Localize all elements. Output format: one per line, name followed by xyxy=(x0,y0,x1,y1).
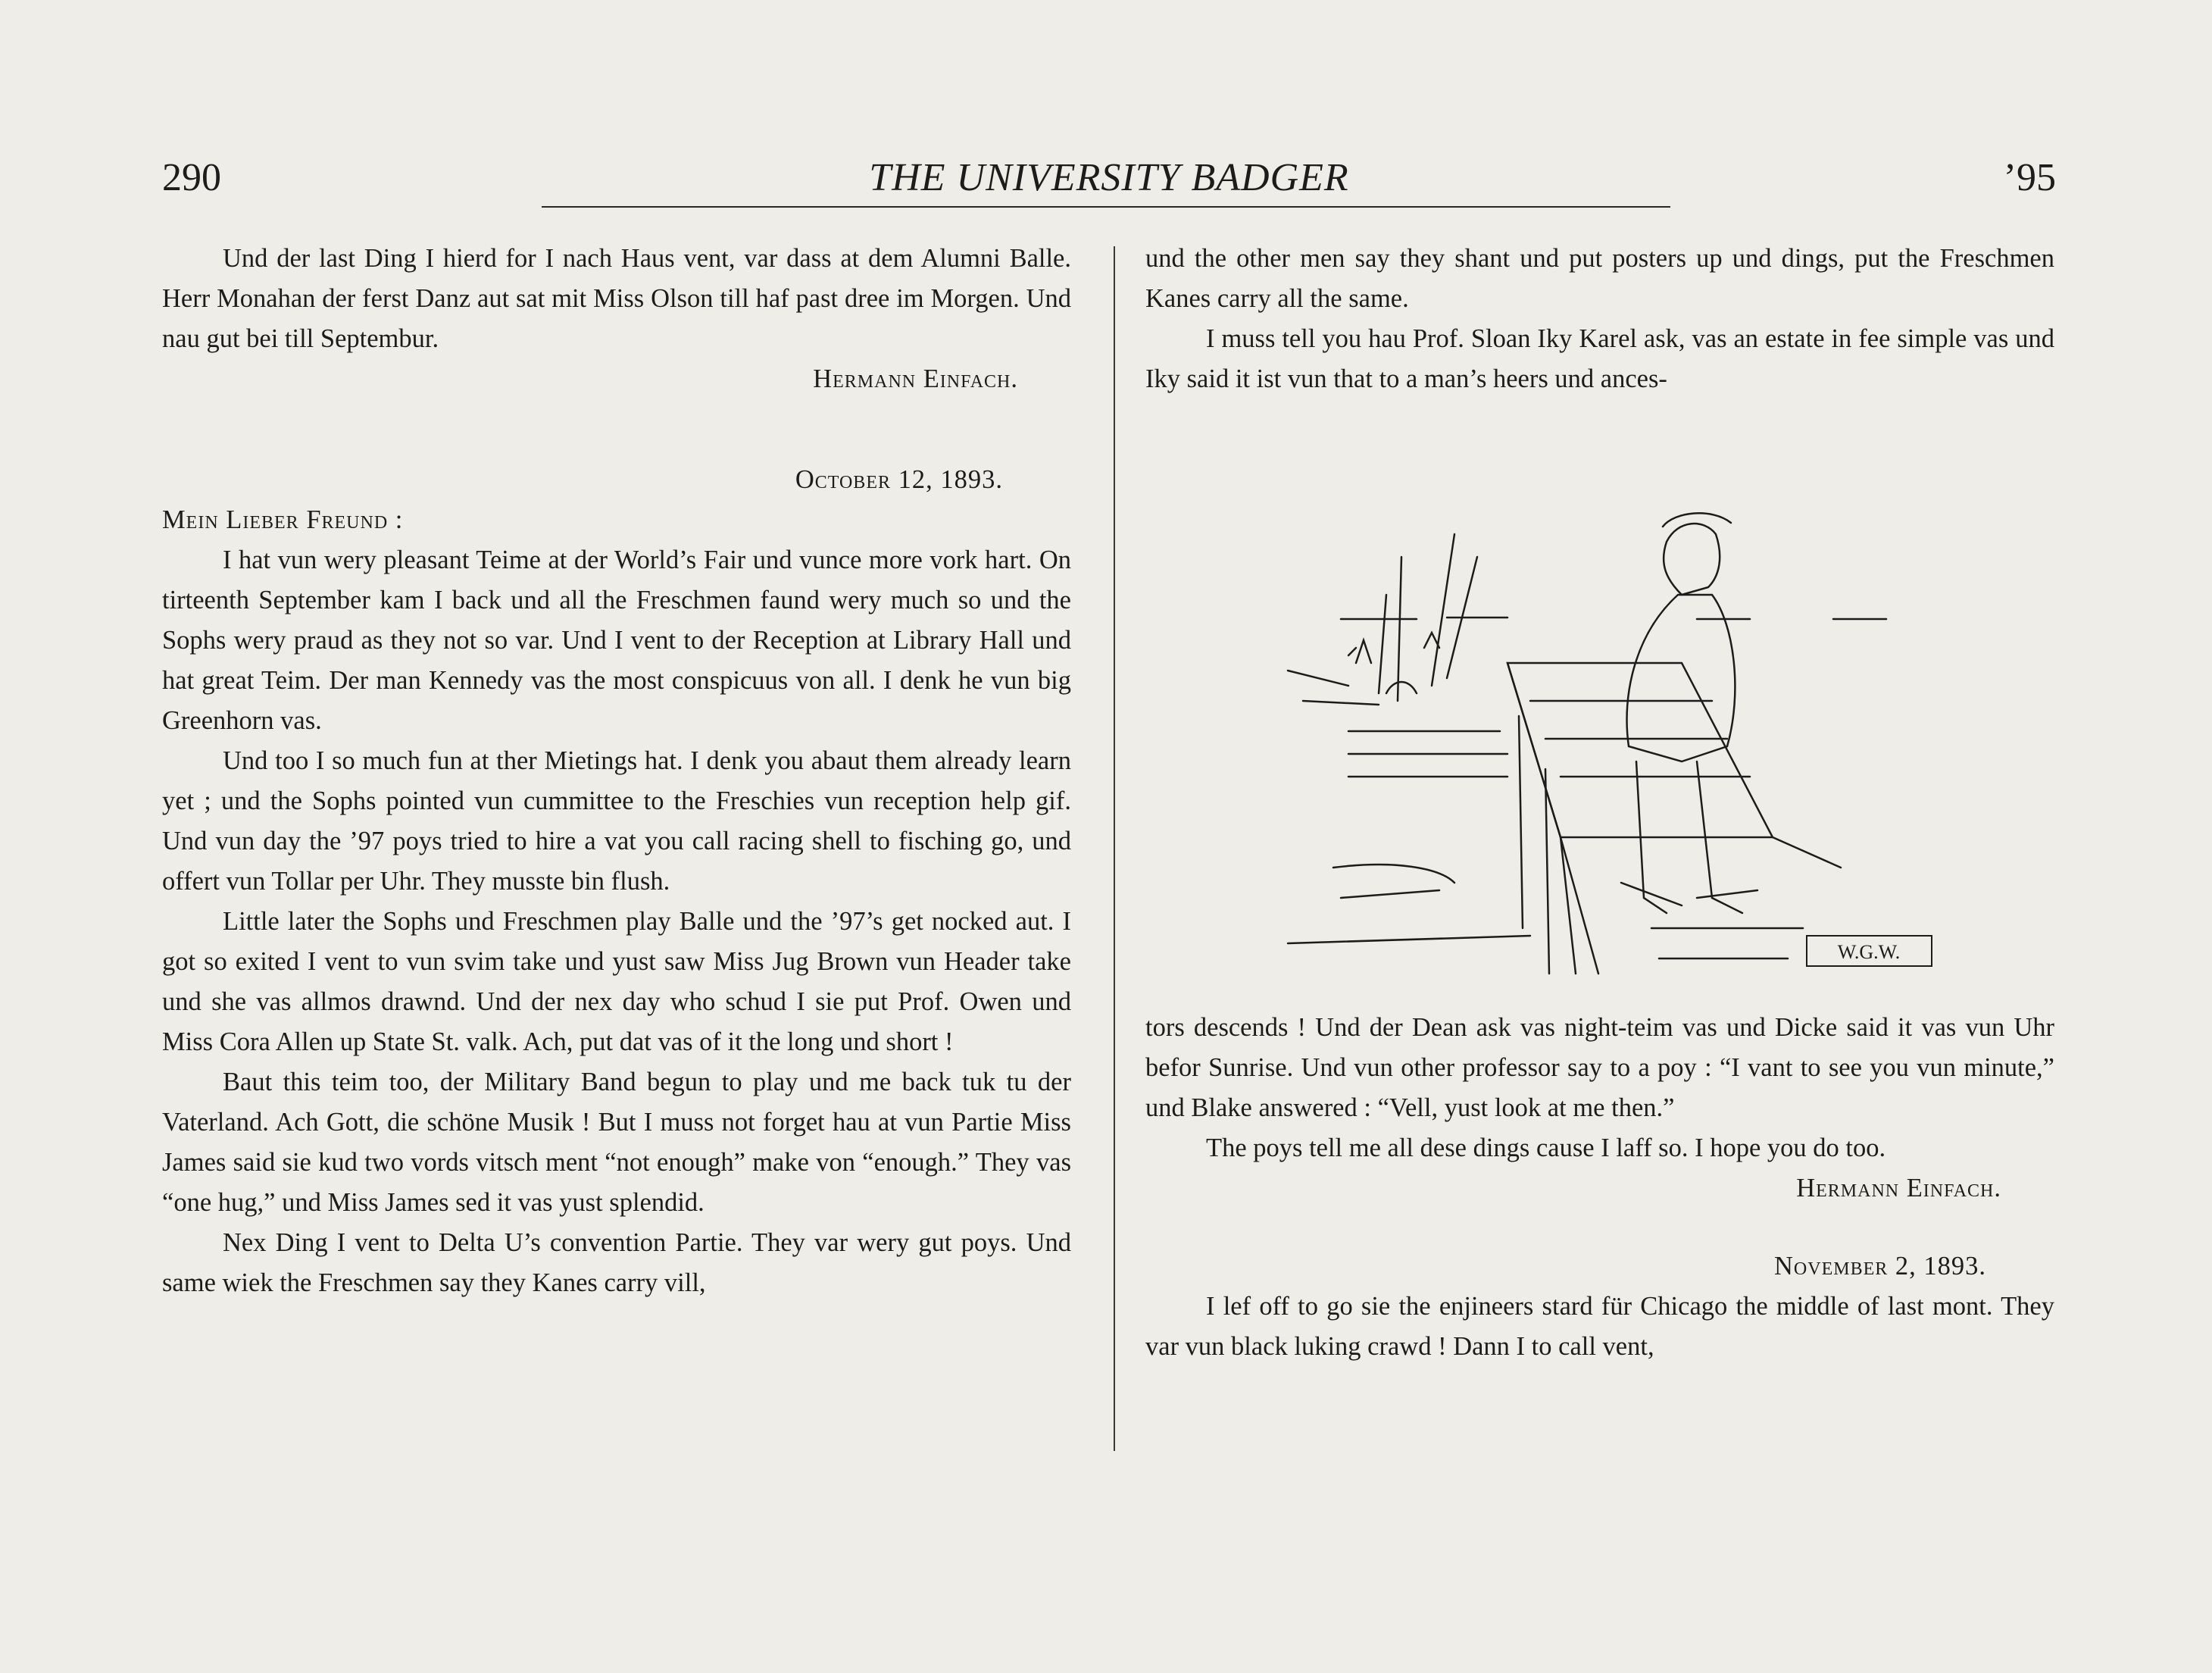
paragraph: The poys tell me all dese dings cause I laff so. I hope you do too. xyxy=(1206,1134,1886,1162)
letter-date: November 2, 1893. xyxy=(1773,1252,1986,1281)
paragraph: I hat vun wery pleasant Teime at der World’s Fair und vunce more vork hart. On tirteenth September kam I back und all the Freschmen faund wery much so und the Sophs wery praud as they not so var. Und I vent to der Reception at Library Hall und hat great Teim. Der man Kennedy vas the most conspicuus von all. I denk he vun big Greenhorn vas. xyxy=(162,546,1071,735)
paragraph: I muss tell you hau Prof. Sloan Iky Karel ask, vas an estate in fee simple vas und Iky said it ist vun that to a man’s heers und ances- xyxy=(1145,324,2054,393)
man-feet xyxy=(1621,883,1757,905)
artist-initials: W.G.W. xyxy=(1837,941,1901,963)
water-ripple xyxy=(1333,865,1454,898)
paragraph: Nex Ding I vent to Delta U’s convention Partie. They var wery gut poys. Und same wiek the Freschmen say they Kanes carry vill, xyxy=(162,1228,1071,1297)
paragraph: und the other men say they shant und put posters up und dings, put the Freschmen Kanes carry all the same. xyxy=(1145,244,2054,313)
pier-illustration xyxy=(1258,443,1954,989)
paragraph: I lef off to go sie the enjineers stard für Chicago the middle of last mont. They var vun black luking crawd ! Dann I to call vent, xyxy=(1145,1292,2054,1361)
page-number: 290 xyxy=(162,156,221,199)
column-divider xyxy=(1114,246,1115,1451)
deck-plank xyxy=(1530,701,1750,777)
salutation: Mein Lieber Freund : xyxy=(162,505,404,534)
swimmer-head xyxy=(1386,682,1417,693)
deck-edge xyxy=(1773,837,1841,868)
water-line xyxy=(1288,671,1379,705)
right-column-top xyxy=(1145,239,2054,399)
horizon-line xyxy=(1341,618,1886,619)
signature: Hermann Einfach. xyxy=(813,364,1018,393)
shore-line xyxy=(1288,928,1803,958)
reed xyxy=(1379,534,1477,701)
letter-date: October 12, 1893. xyxy=(795,465,1003,494)
water-ripple xyxy=(1348,731,1507,777)
paragraph: Und too I so much fun at ther Mietings hat. I denk you abaut them already learn yet ; und the Sophs pointed vun cummittee to the Freschies vun reception help gif. Und vun day the ’97 poys tried to hire a vat you call racing shell to fisching go, und offert vun Tollar per Uhr. They musste bin flush. xyxy=(162,746,1071,896)
paragraph: Und der last Ding I hierd for I nach Haus vent, var dass at dem Alumni Balle. Herr Monahan der ferst Danz aut sat mit Miss Olson till haf past dree im Morgen. Und nau gut bei till Septembur. xyxy=(162,244,1071,353)
paragraph: Little later the Sophs und Freschmen play Balle und the ’97’s get nocked aut. I got so exited I vent to vun svim take und yust saw Miss Jug Brown vun Header take und she vas allmos drawnd. Und der nex day who schud I sie put Prof. Owen und Miss Cora Allen up State St. valk. Ach, put dat vas of it the long und short ! xyxy=(162,907,1071,1056)
header-rule xyxy=(542,206,1670,208)
running-title: THE UNIVERSITY BADGER xyxy=(869,156,1349,199)
swimmer-arm xyxy=(1348,640,1371,663)
man-head xyxy=(1664,524,1720,595)
pier-piling xyxy=(1519,716,1549,974)
year-mark: ’95 xyxy=(2003,156,2056,199)
right-column-bottom xyxy=(1145,1008,2054,1367)
paragraph: Baut this teim too, der Military Band begun to play und me back tuk tu der Vaterland. Ach Gott, die schöne Musik ! But I muss not forget hau at vun Partie Miss James said sie kud two vords vitsch ment “not enough” make von “enough.” They vas “one hug,” und Miss James sed it vas yust splendid. xyxy=(162,1068,1071,1217)
left-column xyxy=(162,239,1071,1303)
paragraph: tors descends ! Und der Dean ask vas night-teim vas und Dicke said it vas vun Uhr befor Sunrise. Und vun other professor say to a poy : “I vant to see you vun minute,” und Blake answered : “Vell, yust look at me then.” xyxy=(1145,1013,2054,1122)
signature: Hermann Einfach. xyxy=(1796,1174,2001,1202)
